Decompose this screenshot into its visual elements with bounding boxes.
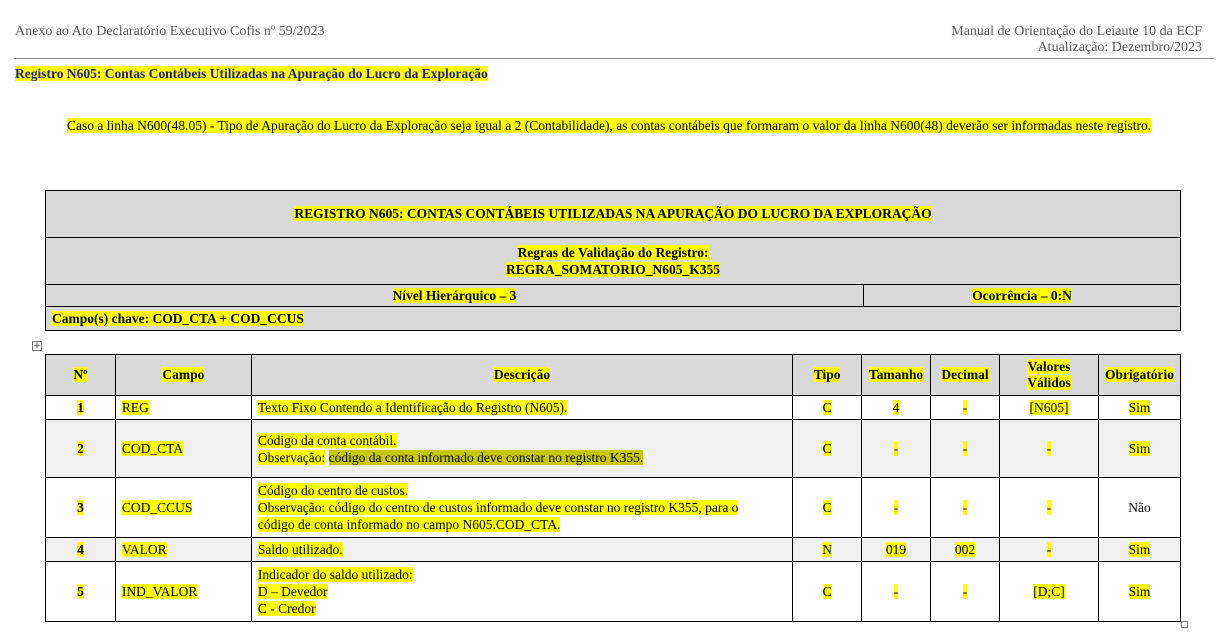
cell-obrigatorio: Não xyxy=(1099,478,1181,538)
cell-obrigatorio: Sim xyxy=(1099,538,1181,562)
cell-decimal: - xyxy=(931,396,1000,420)
cell-decimal: - xyxy=(931,478,1000,538)
cell-n: 4 xyxy=(46,538,116,562)
cell-valores: [D;C] xyxy=(1000,562,1099,622)
col-header-campo: Campo xyxy=(115,355,251,396)
cell-decimal: 002 xyxy=(931,538,1000,562)
cell-tipo: C xyxy=(793,478,862,538)
validation-rules-cell xyxy=(46,238,1181,285)
table-row xyxy=(46,538,1181,562)
cell-tipo: C xyxy=(793,420,862,478)
cell-campo: REG xyxy=(115,396,251,420)
cell-tamanho: 4 xyxy=(862,396,931,420)
cell-decimal: - xyxy=(931,562,1000,622)
cell-descricao: Código da conta contábil. Observação: código da conta informado deve constar no registro K355. xyxy=(251,420,792,478)
header-left: Anexo ao Ato Declaratório Executivo Cofis nº 59/2023 xyxy=(15,24,325,39)
header-right xyxy=(951,24,1202,56)
cell-valores: - xyxy=(1000,478,1099,538)
cell-obrigatorio: Sim xyxy=(1099,396,1181,420)
validation-rules-label: Regras de Validação do Registro: xyxy=(517,245,709,260)
header-manual-title: Manual de Orientação do Leiaute 10 da ECF xyxy=(951,24,1202,39)
header-divider xyxy=(14,58,1214,59)
table-row xyxy=(46,396,1181,420)
cell-tipo: N xyxy=(793,538,862,562)
cell-decimal: - xyxy=(931,420,1000,478)
validation-rules-value: REGRA_SOMATORIO_N605_K355 xyxy=(505,262,721,277)
cell-obrigatorio: Sim xyxy=(1099,420,1181,478)
table-row xyxy=(46,478,1181,538)
cell-n: 3 xyxy=(46,478,116,538)
cell-valores: - xyxy=(1000,538,1099,562)
cell-valores: [N605] xyxy=(1000,396,1099,420)
cell-descricao: Texto Fixo Contendo a Identificação do Registro (N605). xyxy=(251,396,792,420)
table-move-handle-icon[interactable]: + xyxy=(33,341,41,351)
cell-campo: COD_CCUS xyxy=(115,478,251,538)
occurrence: Ocorrência – 0:N xyxy=(972,287,1072,303)
cell-n: 5 xyxy=(46,562,116,622)
cell-tamanho: - xyxy=(862,420,931,478)
table-header-row xyxy=(46,355,1181,396)
col-header-n: Nº xyxy=(46,355,116,396)
header-update-date: Atualização: Dezembro/2023 xyxy=(1037,40,1202,55)
key-fields-cell xyxy=(46,307,1181,331)
cell-descricao: Saldo utilizado. xyxy=(251,538,792,562)
register-info-table xyxy=(45,190,1181,331)
intro-paragraph xyxy=(15,115,1215,136)
intro-text: Caso a linha N600(48.05) - Tipo de Apuração do Lucro da Exploração seja igual a 2 (Contabilidade), as contas contábeis que formaram o valor da linha N600(48) deverão ser informadas neste registro. xyxy=(67,118,1152,133)
table-resize-handle[interactable] xyxy=(1181,621,1188,628)
col-header-decimal: Decimal xyxy=(931,355,1000,396)
col-header-obrigatorio: Obrigatório xyxy=(1099,355,1181,396)
cell-descricao: Indicador do saldo utilizado: D – Devedor C - Credor xyxy=(251,562,792,622)
cell-tamanho: 019 xyxy=(862,538,931,562)
table-row xyxy=(46,562,1181,622)
cell-n: 2 xyxy=(46,420,116,478)
col-header-valores: Valores Válidos xyxy=(1000,355,1099,396)
col-header-tipo: Tipo xyxy=(793,355,862,396)
cell-campo: IND_VALOR xyxy=(115,562,251,622)
cell-descricao: Código do centro de custos. Observação: código do centro de custos informado deve constar no registro K355, para o código de conta informado no campo N605.COD_CTA. xyxy=(251,478,792,538)
cell-tipo: C xyxy=(793,396,862,420)
cell-tamanho: - xyxy=(862,478,931,538)
key-fields: Campo(s) chave: COD_CTA + COD_CCUS xyxy=(52,310,304,326)
cell-n: 1 xyxy=(46,396,116,420)
cell-valores: - xyxy=(1000,420,1099,478)
cell-obrigatorio: Sim xyxy=(1099,562,1181,622)
col-header-descricao: Descrição xyxy=(251,355,792,396)
document-title xyxy=(15,66,488,82)
fields-table xyxy=(45,354,1181,622)
cell-campo: VALOR xyxy=(115,538,251,562)
register-title-cell xyxy=(46,191,1181,238)
cell-tamanho: - xyxy=(862,562,931,622)
table-row xyxy=(46,420,1181,478)
hierarchy-level-cell xyxy=(46,285,864,307)
hierarchy-level: Nível Hierárquico – 3 xyxy=(392,287,517,303)
col-header-tamanho: Tamanho xyxy=(862,355,931,396)
cell-campo: COD_CTA xyxy=(115,420,251,478)
document-title-text: Registro N605: Contas Contábeis Utilizadas na Apuração do Lucro da Exploração xyxy=(15,66,488,81)
cell-tipo: C xyxy=(793,562,862,622)
occurrence-cell xyxy=(864,285,1181,307)
register-title: REGISTRO N605: CONTAS CONTÁBEIS UTILIZADAS NA APURAÇÃO DO LUCRO DA EXPLORAÇÃO xyxy=(294,206,932,221)
